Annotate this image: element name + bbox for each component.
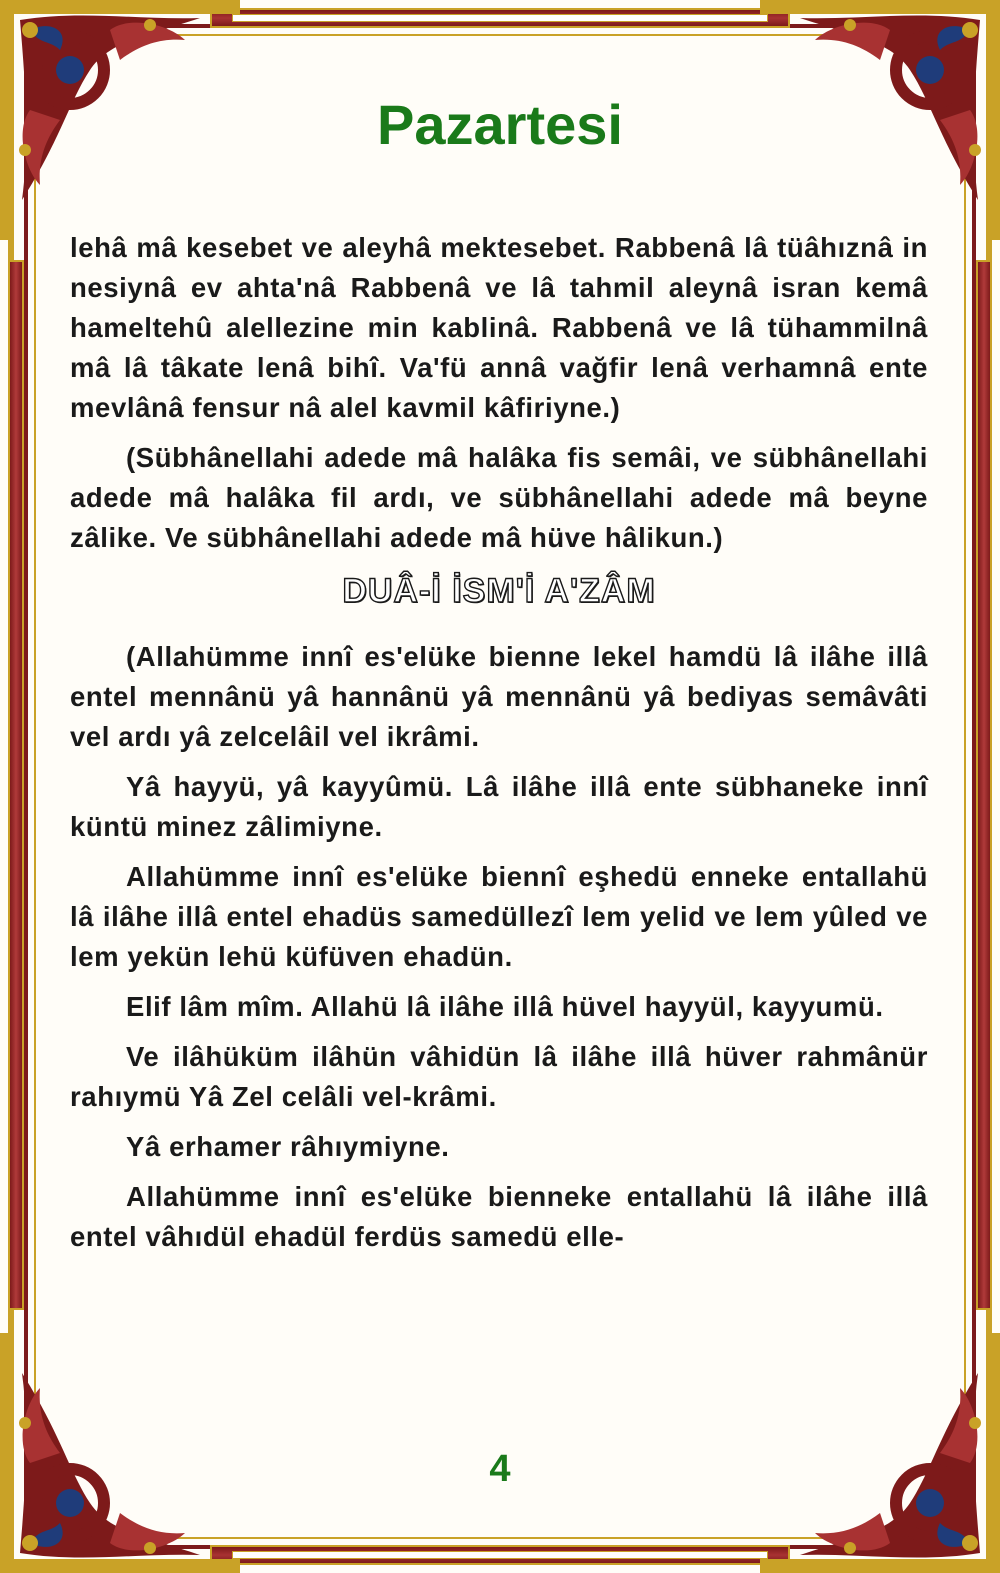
page-title: Pazartesi bbox=[377, 93, 623, 156]
paragraph-4: Yâ hayyü, yâ kayyûmü. Lâ ilâhe illâ ente sübhaneke innî küntü minez zâlimiyne. bbox=[70, 771, 928, 842]
paragraph-3: (Allahümme innî es'elüke bienne lekel hamdü lâ ilâhe illâ entel mennânü yâ hannânü yâ mennânü yâ bediyas semâvâti vel ardı yâ zelcelâil vel ikrâmi. bbox=[70, 641, 928, 752]
top-border-bar bbox=[210, 8, 790, 28]
left-border-bar bbox=[8, 260, 24, 1310]
paragraph-1: lehâ mâ kesebet ve aleyhâ mektesebet. Rabbenâ lâ tüâhıznâ in nesiynâ ev ahta'nâ Rabbenâ ve lâ tahmil aleynâ isran kemâ hameltehû alellezine min kablinâ. Rabbenâ ve lâ tühammilnâ mâ lâ tâkate lenâ bihî. Va'fü annâ vağfir lenâ verhamnâ ente mevlânâ fensur nâ alel kavmil kâfiriyne.) bbox=[70, 232, 928, 423]
right-border-bar bbox=[976, 260, 992, 1310]
paragraph-5: Allahümme innî es'elüke biennî eşhedü enneke entallahü lâ ilâhe illâ entel ehadüs samedüllezî lem yelid ve lem yûled ve lem yekün lehü küfüven ehadün. bbox=[70, 861, 928, 972]
paragraph-6: Elif lâm mîm. Allahü lâ ilâhe illâ hüvel hayyül, kayyumü. bbox=[126, 991, 884, 1022]
paragraph-8: Yâ erhamer râhıymiyne. bbox=[126, 1131, 450, 1162]
page-number: 4 bbox=[489, 1448, 511, 1490]
section-heading: DUÂ-İ İSM'İ A'ZÂM bbox=[342, 572, 656, 610]
paragraph-2: (Sübhânellahi adede mâ halâka fis semâi, ve sübhânellahi adede mâ halâka fil ardı, ve sübhânellahi adede mâ beyne zâlike. Ve sübhânellahi adede mâ hüve hâlikun.) bbox=[70, 442, 928, 553]
page-content bbox=[70, 228, 928, 1267]
paragraph-7: Ve ilâhüküm ilâhün vâhidün lâ ilâhe illâ hüver rahmânür rahıymü Yâ Zel celâli vel-krâmi. bbox=[70, 1041, 928, 1112]
bottom-border-bar bbox=[210, 1545, 790, 1565]
paragraph-9: Allahümme innî es'elüke bienneke entallahü lâ ilâhe illâ entel vâhıdül ehadül ferdüs samedü elle- bbox=[70, 1181, 928, 1252]
